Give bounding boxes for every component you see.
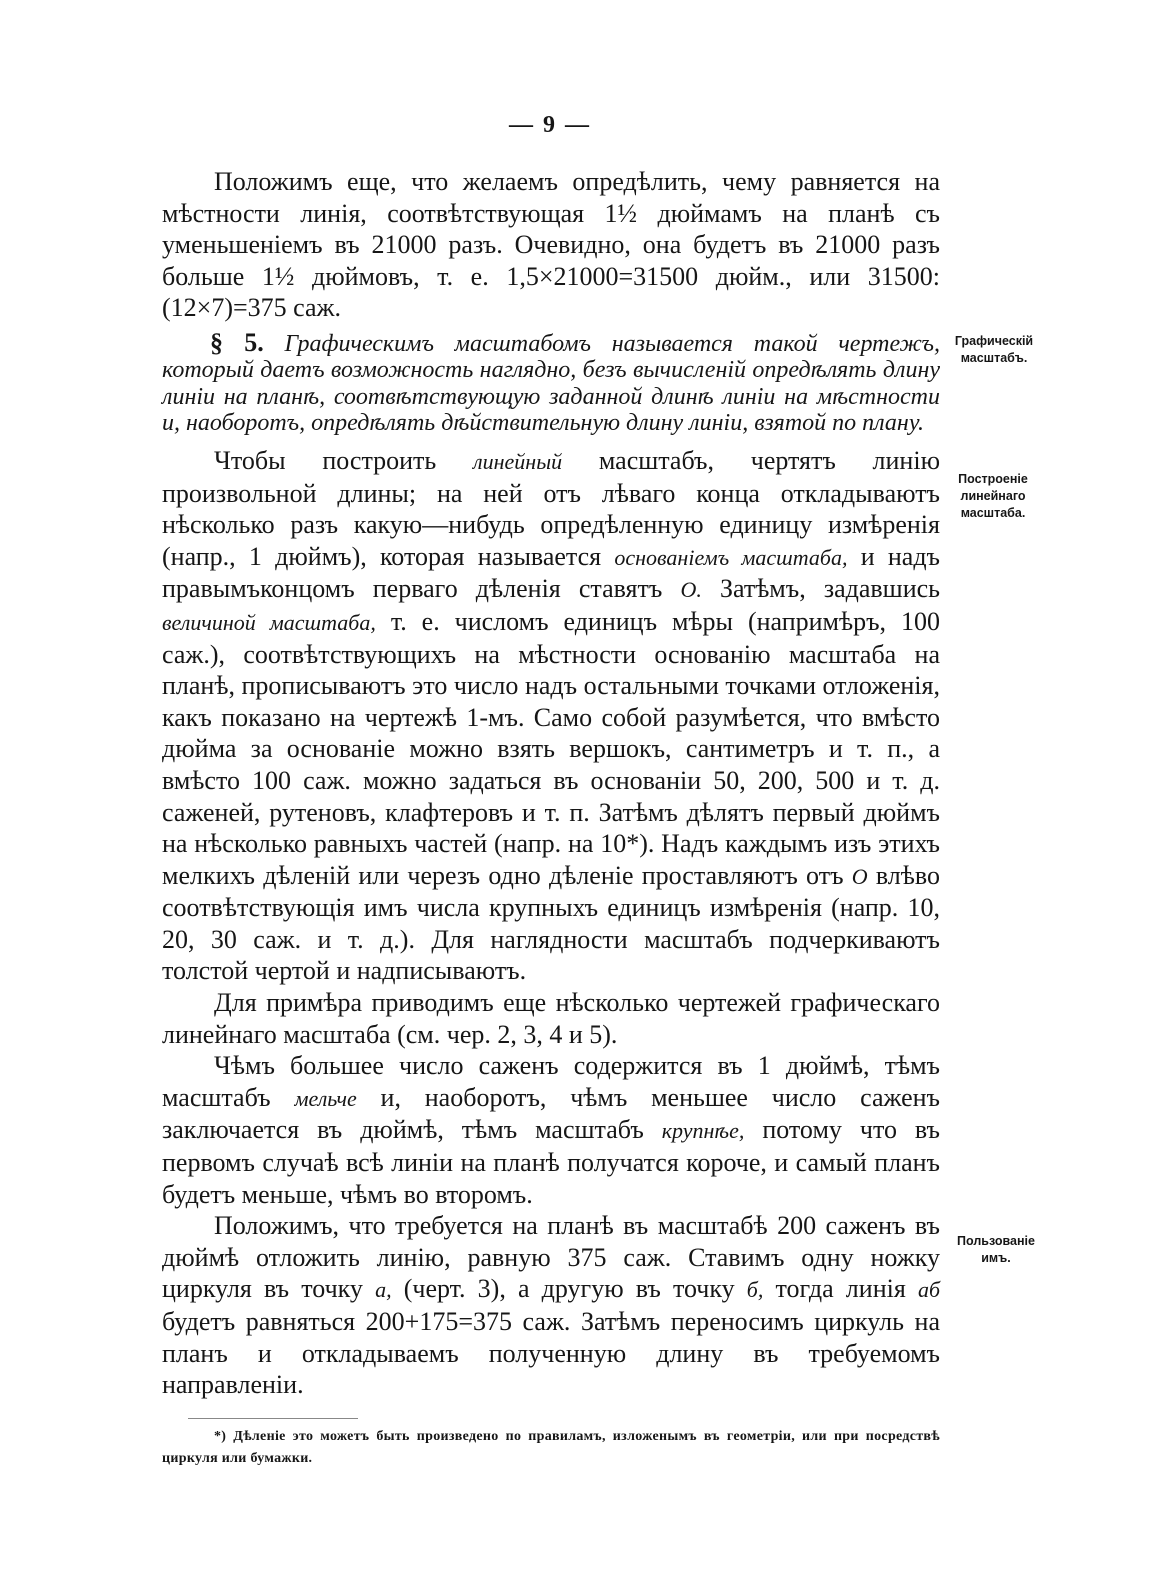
text-run: влѣво соотвѣтствующія имъ числа крупныхъ единицъ измѣренія (напр. 10, 20, 30 саж. и т. д.). Для наглядности масштабъ подчеркиваютъ толстой чертой и надписываютъ.	[162, 860, 940, 986]
italic-term: б,	[746, 1277, 764, 1303]
margin-note-construction: Построеніе линейнаго масштаба.	[958, 472, 1028, 520]
footnote-rule	[188, 1418, 358, 1419]
text-run: и, наоборотъ, чѣмъ меньшее число саженъ заключается въ дюймѣ, тѣмъ масштабъ	[162, 1082, 941, 1145]
text-run: и надъ правымъконцомъ перваго дѣленія ставятъ	[162, 541, 941, 604]
text-run: Чѣмъ большее число саженъ содержится въ 1 дюймѣ, тѣмъ масштабъ	[162, 1051, 940, 1112]
section-mark: § 5.	[210, 327, 264, 357]
definition-text: Графическимъ масштабомъ называется такой чертежъ, который даетъ возможность наглядно, безъ вычисленій опредѣлять длину линіи на планѣ, соотвѣтствующую заданной длинѣ линіи на мѣстности и, наоборотъ, опредѣлять дѣйствительную длину линіи, взятой по плану.	[162, 330, 940, 437]
text-run: масштабъ, чертятъ линію произвольной длины; на ней отъ лѣваго конца откладываютъ нѣсколько разъ какую—нибудь опредѣленную единицу измѣренія (напр., 1 дюймъ), которая называется	[162, 445, 940, 571]
paragraph-intro: Положимъ еще, что желаемъ опредѣлить, чему равняется на мѣстности линія, соотвѣтствующая 1½ дюймамъ на планѣ съ уменьшеніемъ въ 21000 разъ. Очевидно, она будетъ въ 21000 разъ больше 1½ дюймовъ, т. е. 1,5×21000=31500 дюйм., или 31500:(12×7)=375 саж.	[162, 167, 940, 323]
main-text	[162, 166, 940, 1401]
margin-note-usage: Пользованіе имъ.	[957, 1234, 1035, 1265]
italic-term: величиной масштаба,	[162, 609, 376, 635]
italic-term: О	[851, 863, 868, 889]
italic-term: О.	[680, 577, 702, 603]
italic-term: а,	[375, 1277, 392, 1303]
text-run: тогда линія	[775, 1274, 906, 1304]
text-run: Положимъ, что требуется на планѣ въ масштабѣ 200 саженъ въ дюймѣ отложить линію, равную 375 саж. Ставимъ одну ножку циркуля въ точку	[162, 1211, 940, 1304]
text-run: потому что въ первомъ случаѣ всѣ линіи на планѣ получатся короче, и самый планъ будетъ меньше, чѣмъ во второмъ.	[162, 1115, 940, 1209]
paragraph-examples: Для примѣра приводимъ еще нѣсколько чертежей графическаго линейнаго масштаба (см. чер. 2, 3, 4 и 5).	[162, 988, 940, 1049]
text-run: т. е. числомъ единицъ мѣры (напримѣръ, 100 саж.), соотвѣтствующихъ на мѣстности основанію масштаба на планѣ, прописываютъ это число надъ остальными точками отложенія, какъ показано на чертежѣ 1-мъ. Само собой разумѣется, что вмѣсто дюйма за основаніе можно взять вершокъ, сантиметръ и т. п., а вмѣсто 100 саж. можно задаться въ основаніи 50, 200, 500 и т. д. саженей, рутеновъ, клафтеровъ и т. п. Затѣмъ дѣлятъ первый дюймъ на нѣсколько равныхъ частей (напр. на 10*). Надъ каждымъ изъ этихъ мелкихъ дѣленій или черезъ одно дѣленіе проставляютъ отъ	[162, 606, 941, 890]
italic-term: линейный	[473, 448, 563, 474]
page-number: — 9 —	[509, 112, 591, 138]
italic-term: аб	[917, 1277, 941, 1303]
margin-note-graphic-scale: Графическій масштабъ.	[954, 334, 1034, 365]
text-run: будетъ равняться 200+175=375 саж. Затѣмъ переносимъ циркуль на планъ и откладываемъ полученную длину въ требуемомъ направленіи.	[162, 1307, 940, 1400]
text-run: Затѣмъ, задавшись	[719, 574, 941, 604]
definition-paragraph	[162, 327, 940, 437]
footnote: *) Дѣленіе это можетъ быть произведено по правиламъ, изложенымъ въ геометріи, или при посредствѣ циркуля или бумажки.	[162, 1429, 940, 1466]
text-run: Чтобы построить	[214, 445, 437, 475]
italic-term: крупнѣе,	[661, 1118, 745, 1144]
italic-term: основаніемъ масштаба,	[614, 544, 848, 570]
paragraph-usage	[162, 1210, 940, 1401]
italic-term: мельче	[294, 1085, 357, 1111]
paragraph-construction	[162, 445, 940, 987]
text-run: (черт. 3), а другую въ точку	[403, 1274, 735, 1304]
paragraph-scale-size	[162, 1050, 940, 1210]
